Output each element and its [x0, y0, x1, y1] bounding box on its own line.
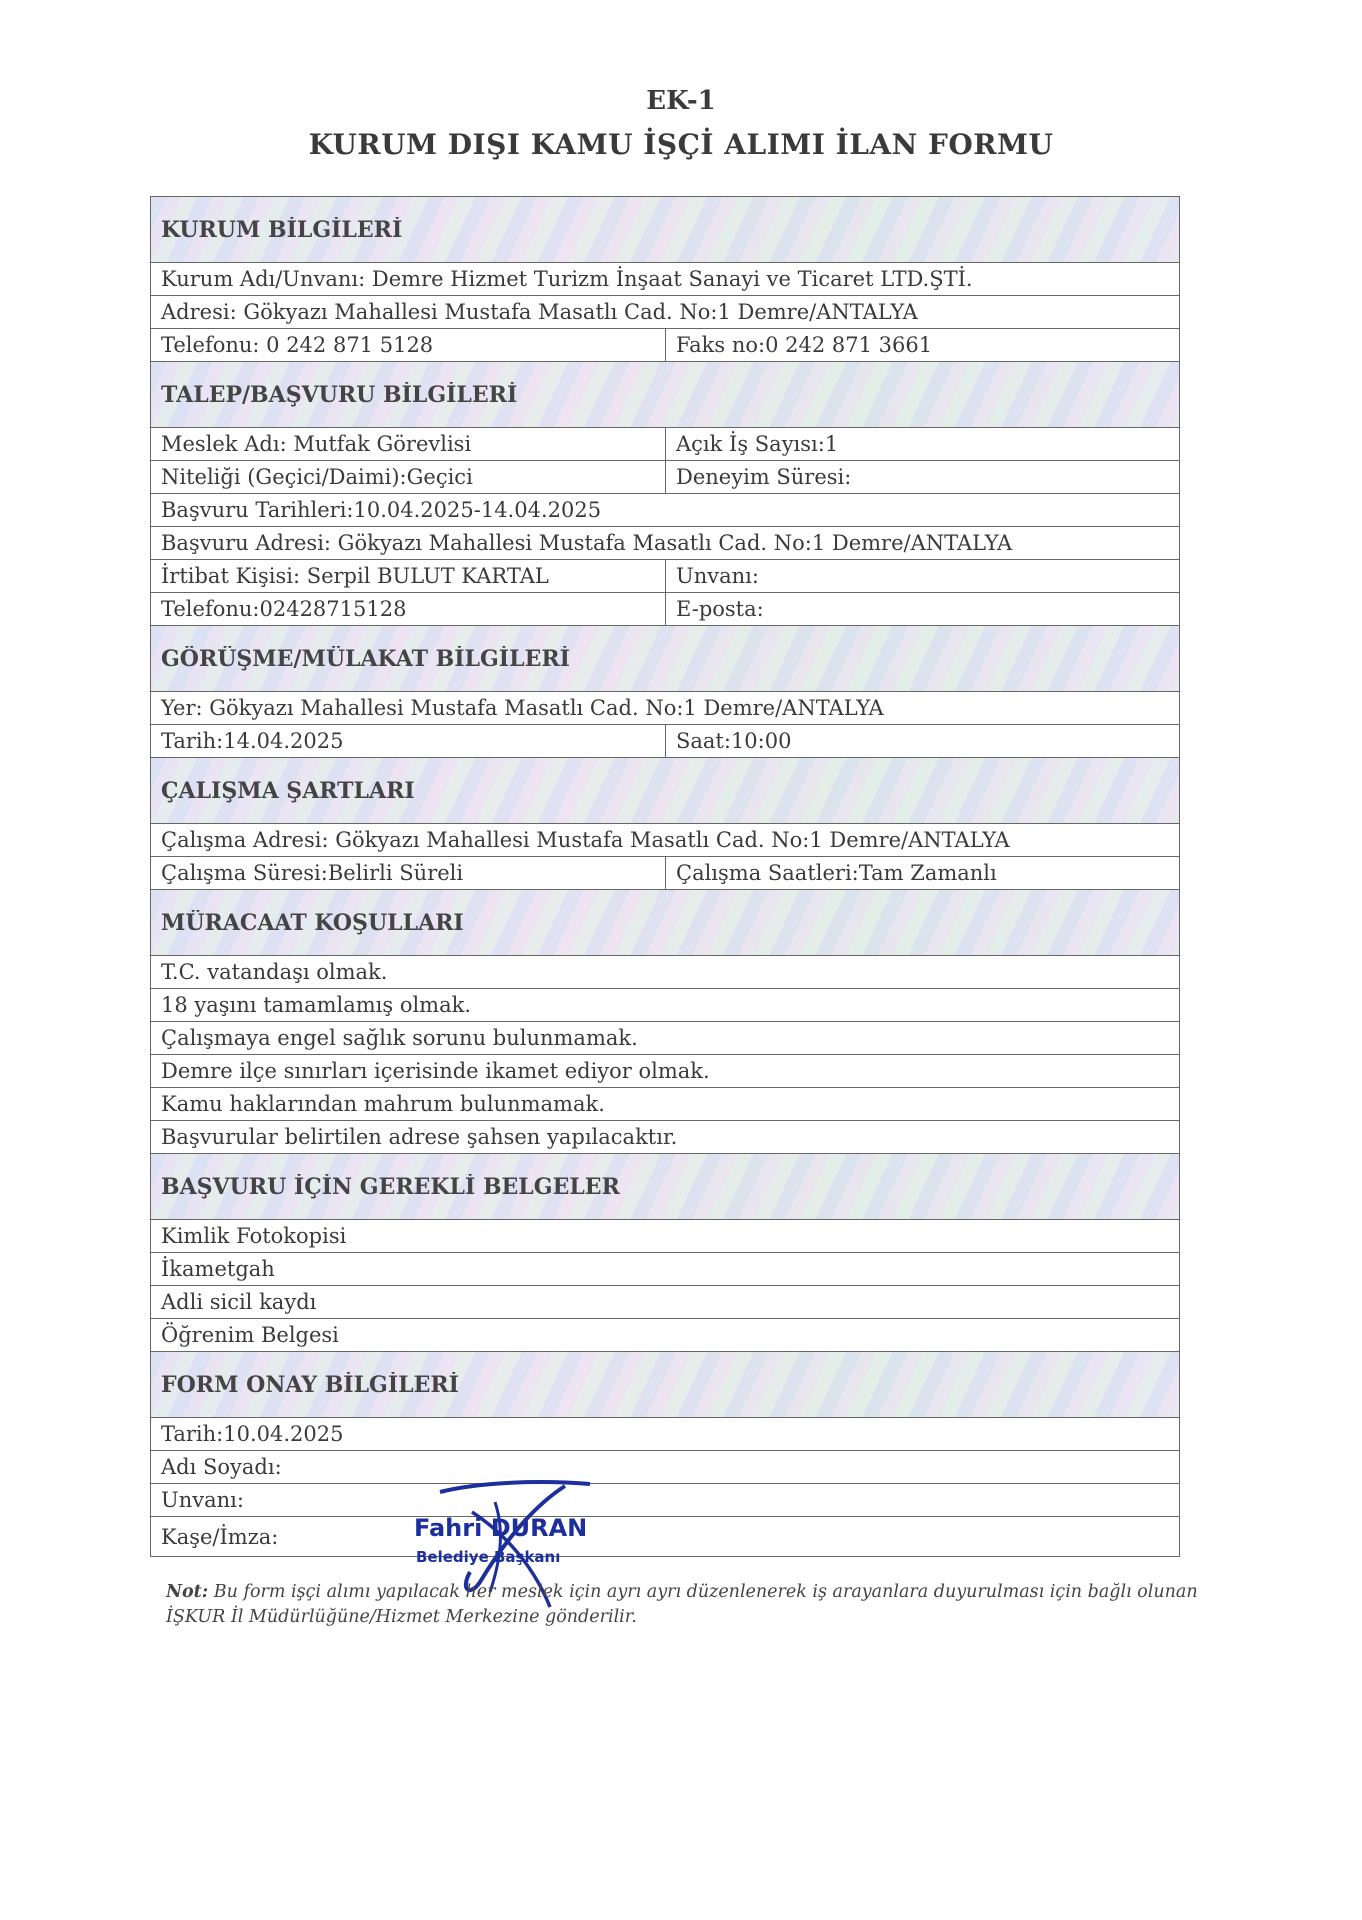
- institution-name: Kurum Adı/Unvanı: Demre Hizmet Turizm İnşaat Sanayi ve Ticaret LTD.ŞTİ.: [161, 267, 973, 291]
- section-title: MÜRACAAT KOŞULLARI: [161, 909, 464, 936]
- application-dates: Başvuru Tarihleri:10.04.2025-14.04.2025: [161, 498, 602, 522]
- section-kurum-header: [150, 197, 1180, 263]
- list-item: [150, 1253, 1180, 1286]
- table-row: [150, 329, 1180, 362]
- stamp-title-text: Belediye Başkanı: [416, 1548, 561, 1566]
- form-code: EK-1: [646, 86, 716, 116]
- approval-title: Unvanı:: [161, 1488, 244, 1512]
- table-row: [150, 527, 1180, 560]
- approval-date: Tarih:10.04.2025: [161, 1422, 344, 1446]
- application-address: Başvuru Adresi: Gökyazı Mahallesi Mustafa Masatlı Cad. No:1 Demre/ANTALYA: [161, 531, 1013, 555]
- table-row: [150, 461, 1180, 494]
- list-item: [150, 1055, 1180, 1088]
- document-item: Öğrenim Belgesi: [161, 1323, 339, 1347]
- requirement-item: Kamu haklarından mahrum bulunmamak.: [161, 1092, 605, 1116]
- list-item: [150, 989, 1180, 1022]
- section-title: KURUM BİLGİLERİ: [161, 216, 403, 243]
- section-talep-header: [150, 362, 1180, 428]
- contact-email: E-posta:: [676, 597, 764, 621]
- section-title: GÖRÜŞME/MÜLAKAT BİLGİLERİ: [161, 645, 570, 672]
- position-type: Niteliği (Geçici/Daimi):Geçici: [151, 461, 666, 493]
- section-gorusme-header: [150, 626, 1180, 692]
- list-item: [150, 1121, 1180, 1154]
- table-row: [150, 1484, 1180, 1517]
- table-row: [150, 1517, 1180, 1557]
- table-row: [150, 494, 1180, 527]
- approval-name: Adı Soyadı:: [161, 1455, 282, 1479]
- section-muracaat-header: [150, 890, 1180, 956]
- section-title: ÇALIŞMA ŞARTLARI: [161, 777, 415, 804]
- table-row: [150, 1451, 1180, 1484]
- list-item: [150, 956, 1180, 989]
- note-text: Bu form işçi alımı yapılacak her meslek için ayrı ayrı düzenlenerek iş arayanlara duyurulması için bağlı olunan İŞKUR İl Müdürlüğüne/Hizmet Merkezine gönderilir.: [166, 1582, 1198, 1627]
- table-row: [150, 263, 1180, 296]
- section-onay-header: [150, 1352, 1180, 1418]
- list-item: [150, 1022, 1180, 1055]
- signature-stroke: [440, 1482, 590, 1492]
- institution-fax: Faks no:0 242 871 3661: [676, 333, 933, 357]
- document-item: Kimlik Fotokopisi: [161, 1224, 347, 1248]
- stamp-name-text: Fahri DURAN: [414, 1514, 588, 1542]
- approval-stamp-signature: Kaşe/İmza:: [161, 1524, 279, 1549]
- application-form-table: [150, 196, 1180, 1557]
- form-title: KURUM DIŞI KAMU İŞÇİ ALIMI İLAN FORMU: [308, 128, 1054, 161]
- document-item: Adli sicil kaydı: [161, 1290, 317, 1314]
- list-item: [150, 1220, 1180, 1253]
- contact-title: Unvanı:: [676, 564, 759, 588]
- list-item: [150, 1319, 1180, 1352]
- open-positions: Açık İş Sayısı:1: [676, 432, 839, 456]
- table-row: [150, 296, 1180, 329]
- contact-person: İrtibat Kişisi: Serpil BULUT KARTAL: [151, 560, 666, 592]
- requirement-item: Demre ilçe sınırları içerisinde ikamet ediyor olmak.: [161, 1059, 710, 1083]
- table-row: [150, 857, 1180, 890]
- note-label: Not:: [166, 1582, 209, 1602]
- section-belgeler-header: [150, 1154, 1180, 1220]
- institution-address: Adresi: Gökyazı Mahallesi Mustafa Masatlı Cad. No:1 Demre/ANTALYA: [161, 300, 918, 324]
- occupation-name: Meslek Adı: Mutfak Görevlisi: [151, 428, 666, 460]
- table-row: [150, 824, 1180, 857]
- section-title: BAŞVURU İÇİN GEREKLİ BELGELER: [161, 1173, 620, 1200]
- contact-phone: Telefonu:02428715128: [151, 593, 666, 625]
- table-row: [150, 560, 1180, 593]
- interview-location: Yer: Gökyazı Mahallesi Mustafa Masatlı Cad. No:1 Demre/ANTALYA: [161, 696, 884, 720]
- work-duration: Çalışma Süresi:Belirli Süreli: [151, 857, 666, 889]
- section-title: FORM ONAY BİLGİLERİ: [161, 1371, 459, 1398]
- list-item: [150, 1286, 1180, 1319]
- section-calisma-header: [150, 758, 1180, 824]
- list-item: [150, 1088, 1180, 1121]
- institution-phone: Telefonu: 0 242 871 5128: [151, 329, 666, 361]
- requirement-item: 18 yaşını tamamlamış olmak.: [161, 993, 472, 1017]
- table-row: [150, 593, 1180, 626]
- table-row: [150, 692, 1180, 725]
- interview-time: Saat:10:00: [676, 729, 792, 753]
- requirement-item: Başvurular belirtilen adrese şahsen yapılacaktır.: [161, 1125, 678, 1149]
- table-row: [150, 428, 1180, 461]
- table-row: [150, 1418, 1180, 1451]
- work-hours: Çalışma Saatleri:Tam Zamanlı: [676, 861, 997, 885]
- work-address: Çalışma Adresi: Gökyazı Mahallesi Mustafa Masatlı Cad. No:1 Demre/ANTALYA: [161, 828, 1010, 852]
- table-row: [150, 725, 1180, 758]
- document-item: İkametgah: [161, 1257, 275, 1281]
- footer-note: [166, 1580, 1206, 1630]
- requirement-item: Çalışmaya engel sağlık sorunu bulunmamak.: [161, 1026, 638, 1050]
- interview-date: Tarih:14.04.2025: [151, 725, 666, 757]
- experience-duration: Deneyim Süresi:: [676, 465, 852, 489]
- section-title: TALEP/BAŞVURU BİLGİLERİ: [161, 381, 518, 408]
- requirement-item: T.C. vatandaşı olmak.: [161, 960, 388, 984]
